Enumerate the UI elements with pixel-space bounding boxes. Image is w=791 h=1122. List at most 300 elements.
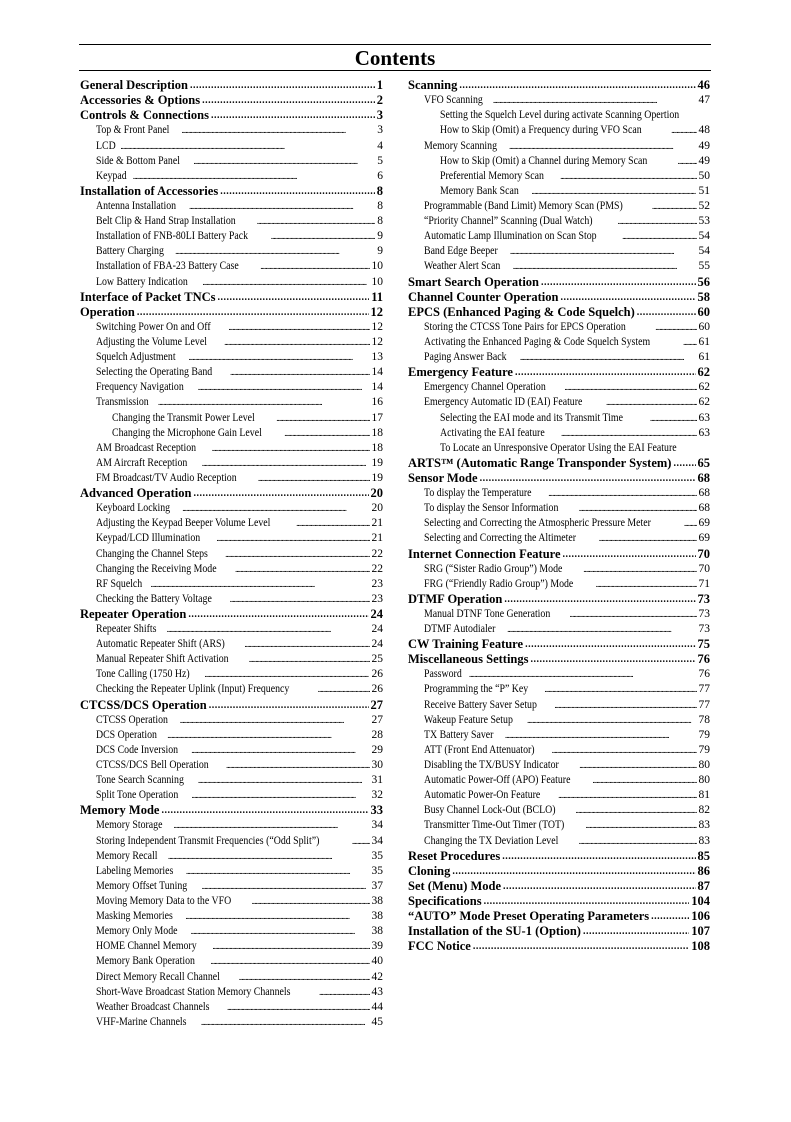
dot-leader <box>480 471 696 486</box>
toc-entry-title: Internet Connection Feature <box>408 546 561 561</box>
toc-entry[interactable] <box>408 350 710 365</box>
dot-leader <box>579 758 696 773</box>
toc-entry[interactable] <box>80 259 383 274</box>
toc-entry[interactable] <box>80 697 383 712</box>
dot-leader <box>175 244 375 259</box>
toc-entry[interactable] <box>408 501 710 516</box>
toc-entry[interactable] <box>80 335 383 350</box>
toc-entry-page: 49 <box>698 154 710 167</box>
toc-entry[interactable] <box>80 879 383 894</box>
dot-leader <box>239 970 370 985</box>
toc-entry-page: 14 <box>371 381 383 394</box>
dot-leader <box>258 471 370 486</box>
toc-entry-page: 53 <box>698 215 710 228</box>
toc-entry-title: Sensor Mode <box>408 470 478 485</box>
toc-entry[interactable] <box>408 154 710 169</box>
toc-entry[interactable] <box>408 259 710 274</box>
toc-entry-title: Activating the EAI feature <box>440 426 545 439</box>
dot-leader <box>515 365 696 380</box>
toc-entry-title: “AUTO” Mode Preset Operating Parameters <box>408 909 650 924</box>
toc-entry-title: Band Edge Beeper <box>424 245 498 258</box>
toc-entry-title: Advanced Operation <box>80 486 192 501</box>
toc-entry-page: 47 <box>698 94 710 107</box>
toc-entry-title: Reset Procedures <box>408 848 501 863</box>
toc-entry-title: Changing the Channel Steps <box>96 547 208 560</box>
toc-entry[interactable] <box>408 305 710 320</box>
toc-entry-page: 107 <box>691 924 710 939</box>
dot-leader <box>191 743 369 758</box>
toc-entry-page: 4 <box>377 139 383 152</box>
dot-leader <box>502 849 695 864</box>
toc-entry[interactable] <box>408 546 710 561</box>
toc-entry-page: 69 <box>698 532 710 545</box>
toc-entry-page: 30 <box>371 759 383 772</box>
toc-entry-page: 34 <box>371 819 383 832</box>
toc-entry[interactable] <box>80 803 383 818</box>
toc-entry[interactable] <box>80 365 383 380</box>
toc-entry[interactable] <box>80 743 383 758</box>
dot-leader <box>599 531 697 546</box>
toc-entry-title: Weather Broadcast Channels <box>96 1000 210 1013</box>
toc-entry-page: 60 <box>698 320 710 333</box>
toc-entry-page: 27 <box>370 697 383 712</box>
dot-leader <box>530 652 695 667</box>
dot-leader <box>459 78 695 93</box>
toc-entry[interactable] <box>80 501 383 516</box>
toc-entry[interactable] <box>80 909 383 924</box>
toc-entry[interactable] <box>80 1015 383 1030</box>
toc-entry[interactable] <box>80 577 383 592</box>
toc-entry[interactable] <box>408 667 710 682</box>
toc-entry[interactable] <box>80 864 383 879</box>
dot-leader <box>650 411 697 426</box>
toc-entry[interactable] <box>80 924 383 939</box>
toc-entry-page: 83 <box>698 819 710 832</box>
dot-leader <box>158 395 370 410</box>
toc-entry-page: 8 <box>377 199 383 212</box>
toc-entry-title: Manual DTNF Tone Generation <box>424 607 551 620</box>
toc-entry-page: 69 <box>698 517 710 530</box>
toc-entry[interactable] <box>408 788 710 803</box>
toc-entry[interactable] <box>80 969 383 984</box>
toc-entry-title: Transmission <box>96 396 149 409</box>
toc-entry-page: 70 <box>698 562 710 575</box>
toc-entry[interactable] <box>80 788 383 803</box>
toc-entry[interactable] <box>80 849 383 864</box>
dot-leader <box>618 214 697 229</box>
dot-leader <box>652 199 697 214</box>
toc-entry[interactable] <box>80 682 383 697</box>
dot-leader <box>452 864 695 879</box>
toc-entry-title: Installation of the SU-1 (Option) <box>408 924 581 939</box>
toc-entry-title: Transmitter Time-Out Timer (TOT) <box>424 819 565 832</box>
toc-entry[interactable] <box>80 1000 383 1015</box>
toc-entry-page: 23 <box>371 577 383 590</box>
toc-entry-title: VFO Scanning <box>424 94 483 107</box>
toc-entry[interactable] <box>408 728 710 743</box>
toc-entry[interactable] <box>408 365 710 380</box>
dot-leader <box>210 954 369 969</box>
toc-entry[interactable] <box>80 426 383 441</box>
toc-entry-page: 54 <box>698 245 710 258</box>
dot-leader <box>220 184 375 199</box>
toc-entry-title: CTCSS/DCS Bell Operation <box>96 759 209 772</box>
toc-entry-title: Automatic Power-On Feature <box>424 789 541 802</box>
dot-leader <box>541 275 695 290</box>
dot-leader <box>211 108 375 123</box>
toc-entry-page: 58 <box>697 289 710 304</box>
dot-leader <box>352 834 370 849</box>
toc-entry-title: Manual Repeater Shift Activation <box>96 653 229 666</box>
toc-entry-page: 56 <box>697 274 710 289</box>
toc-entry[interactable] <box>80 652 383 667</box>
page-title: Contents <box>354 46 436 70</box>
toc-entry[interactable] <box>80 274 383 289</box>
toc-entry-title: Emergency Automatic ID (EAI) Feature <box>424 396 583 409</box>
toc-entry[interactable] <box>408 622 710 637</box>
toc-entry[interactable] <box>408 244 710 259</box>
toc-entry[interactable] <box>408 456 710 471</box>
toc-entry[interactable] <box>408 516 710 531</box>
toc-entry[interactable] <box>80 199 383 214</box>
toc-entry[interactable] <box>408 214 710 229</box>
toc-entry-page: 42 <box>371 970 383 983</box>
toc-entry-page: 21 <box>371 532 383 545</box>
toc-entry[interactable] <box>408 93 710 108</box>
toc-entry-title: CTCSS Operation <box>96 713 168 726</box>
toc-entry[interactable] <box>408 864 710 879</box>
toc-entry-title: Adjusting the Keypad Beeper Volume Level <box>96 517 271 530</box>
dot-leader <box>224 335 369 350</box>
dot-leader <box>583 562 696 577</box>
toc-entry[interactable] <box>80 169 383 184</box>
toc-entry[interactable] <box>408 849 710 864</box>
toc-entry-page: 25 <box>371 653 383 666</box>
toc-entry[interactable] <box>80 410 383 425</box>
toc-right-column <box>408 78 710 954</box>
dot-leader <box>204 667 369 682</box>
toc-entry[interactable] <box>408 380 710 395</box>
dot-leader <box>209 698 369 713</box>
toc-entry[interactable] <box>408 682 710 697</box>
toc-entry[interactable] <box>80 818 383 833</box>
toc-entry-page: 83 <box>698 834 710 847</box>
toc-entry[interactable] <box>408 78 710 93</box>
toc-entry-title: To display the Sensor Information <box>424 502 559 515</box>
toc-entry-page: 82 <box>698 804 710 817</box>
toc-entry[interactable] <box>408 924 710 939</box>
toc-entry-title: Changing the Transmit Power Level <box>112 411 255 424</box>
dot-leader <box>230 365 369 380</box>
toc-entry-title: Checking the Repeater Uplink (Input) Frequency <box>96 683 290 696</box>
toc-entry-page: 79 <box>698 728 710 741</box>
dot-leader <box>252 894 370 909</box>
toc-entry-page: 48 <box>698 124 710 137</box>
dot-leader <box>191 788 369 803</box>
toc-entry-title: Top & Front Panel <box>96 124 170 137</box>
toc-entry[interactable] <box>408 743 710 758</box>
toc-entry[interactable] <box>408 758 710 773</box>
toc-entry[interactable] <box>80 441 383 456</box>
toc-entry-page: 23 <box>371 592 383 605</box>
toc-left-column <box>80 78 383 1030</box>
toc-entry-title: Masking Memories <box>96 910 173 923</box>
toc-entry-title: Set (Menu) Mode <box>408 878 502 893</box>
dot-leader <box>181 123 375 138</box>
toc-entry[interactable] <box>80 728 383 743</box>
toc-entry[interactable] <box>80 773 383 788</box>
toc-entry-page: 68 <box>698 502 710 515</box>
toc-entry[interactable] <box>408 637 710 652</box>
toc-entry-title: ATT (Front End Attenuator) <box>424 743 535 756</box>
toc-entry[interactable] <box>80 562 383 577</box>
dot-leader <box>473 939 689 954</box>
toc-entry-page: 19 <box>371 456 383 469</box>
toc-entry[interactable] <box>408 803 710 818</box>
toc-entry-page: 38 <box>371 910 383 923</box>
dot-leader <box>188 350 369 365</box>
dot-leader <box>193 154 375 169</box>
toc-entry[interactable] <box>80 78 383 93</box>
toc-entry[interactable] <box>408 818 710 833</box>
toc-entry[interactable] <box>408 471 710 486</box>
toc-entry-title: Memory Only Mode <box>96 925 178 938</box>
toc-entry[interactable] <box>408 577 710 592</box>
toc-entry-title: DCS Operation <box>96 728 157 741</box>
toc-entry-title: Operation <box>80 304 135 319</box>
toc-entry[interactable] <box>80 637 383 652</box>
dot-leader <box>552 743 697 758</box>
toc-entry[interactable] <box>408 607 710 622</box>
toc-entry[interactable] <box>408 123 710 138</box>
toc-entry-title: Selecting the Operating Band <box>96 366 213 379</box>
toc-entry[interactable] <box>80 713 383 728</box>
toc-entry-page: 60 <box>697 304 710 319</box>
dot-leader <box>276 411 369 426</box>
toc-entry[interactable] <box>408 652 710 667</box>
toc-entry[interactable] <box>408 320 710 335</box>
toc-entry-title: Repeater Operation <box>80 606 187 621</box>
toc-entry-title: Cloning <box>408 863 451 878</box>
toc-entry[interactable] <box>80 244 383 259</box>
dot-leader <box>318 682 370 697</box>
toc-entry-title: Memory Storage <box>96 819 163 832</box>
toc-entry[interactable] <box>80 138 383 153</box>
toc-entry-page: 77 <box>698 698 710 711</box>
toc-entry[interactable] <box>80 622 383 637</box>
toc-entry[interactable] <box>408 184 710 199</box>
toc-entry-page: 106 <box>691 909 710 924</box>
toc-entry[interactable] <box>408 879 710 894</box>
toc-entry[interactable] <box>408 486 710 501</box>
toc-entry-page: 31 <box>371 774 383 787</box>
toc-entry-title: Installation of Accessories <box>80 183 219 198</box>
toc-entry[interactable] <box>80 833 383 848</box>
toc-entry-page: 5 <box>377 154 383 167</box>
dot-leader <box>271 229 375 244</box>
toc-entry-page: 62 <box>698 396 710 409</box>
toc-entry-title: ARTS™ (Automatic Range Transponder System) <box>408 455 672 470</box>
dot-leader <box>188 607 368 622</box>
toc-entry[interactable] <box>408 199 710 214</box>
toc-entry[interactable] <box>80 894 383 909</box>
toc-entry-title: FCC Notice <box>408 939 471 954</box>
toc-entry[interactable] <box>408 108 710 123</box>
toc-entry-page: 73 <box>697 591 710 606</box>
toc-entry[interactable] <box>408 713 710 728</box>
toc-entry[interactable] <box>408 274 710 289</box>
dot-leader <box>186 864 370 879</box>
dot-leader <box>592 773 696 788</box>
toc-entry[interactable] <box>80 380 383 395</box>
toc-entry-title: Receive Battery Saver Setup <box>424 698 537 711</box>
toc-entry-title: Preferential Memory Scan <box>440 169 544 182</box>
toc-entry[interactable] <box>80 667 383 682</box>
dot-leader <box>202 456 370 471</box>
dot-leader <box>548 486 696 501</box>
toc-entry-page: 39 <box>371 940 383 953</box>
dot-leader <box>579 834 697 849</box>
toc-entry-title: Direct Memory Recall Channel <box>96 970 220 983</box>
toc-entry-title: CTCSS/DCS Operation <box>80 697 207 712</box>
toc-entry[interactable] <box>80 486 383 501</box>
toc-entry[interactable] <box>80 320 383 335</box>
toc-entry[interactable] <box>80 758 383 773</box>
toc-entry[interactable] <box>408 441 710 456</box>
toc-entry-page: 9 <box>377 245 383 258</box>
toc-entry-title: Automatic Repeater Shift (ARS) <box>96 638 225 651</box>
toc-entry[interactable] <box>80 531 383 546</box>
toc-entry[interactable] <box>80 592 383 607</box>
toc-entry[interactable] <box>80 123 383 138</box>
dot-leader <box>484 894 690 909</box>
toc-entry[interactable] <box>408 773 710 788</box>
dot-leader <box>507 622 696 637</box>
toc-entry[interactable] <box>80 93 383 108</box>
toc-entry-page: 80 <box>698 759 710 772</box>
toc-entry[interactable] <box>80 184 383 199</box>
toc-entry-page: 38 <box>371 925 383 938</box>
dot-leader <box>503 879 695 894</box>
toc-entry-page: 62 <box>698 381 710 394</box>
toc-entry[interactable] <box>408 138 710 153</box>
toc-entry-page: 80 <box>698 774 710 787</box>
toc-entry-page: 20 <box>371 502 383 515</box>
toc-entry-page: 11 <box>371 289 383 304</box>
dot-leader <box>191 924 370 939</box>
toc-entry-page: 24 <box>370 606 383 621</box>
toc-entry-page: 19 <box>371 471 383 484</box>
toc-entry[interactable] <box>408 894 710 909</box>
dot-leader <box>560 290 695 305</box>
toc-entry[interactable] <box>80 516 383 531</box>
toc-entry[interactable] <box>80 305 383 320</box>
toc-entry-title: Specifications <box>408 894 482 909</box>
dot-leader <box>202 275 369 290</box>
toc-entry[interactable] <box>80 214 383 229</box>
toc-entry-page: 33 <box>370 803 383 818</box>
toc-entry-page: 61 <box>698 351 710 364</box>
toc-entry[interactable] <box>408 697 710 712</box>
toc-entry[interactable] <box>80 471 383 486</box>
toc-entry-title: Keyboard Locking <box>96 502 171 515</box>
toc-entry-title: Memory Mode <box>80 803 160 818</box>
dot-leader <box>230 592 370 607</box>
toc-entry[interactable] <box>408 909 710 924</box>
toc-entry[interactable] <box>408 562 710 577</box>
toc-entry-page: 20 <box>370 486 383 501</box>
toc-entry[interactable] <box>80 607 383 622</box>
toc-entry[interactable] <box>408 229 710 244</box>
toc-entry[interactable] <box>408 426 710 441</box>
dot-leader <box>167 728 369 743</box>
toc-entry-title: Installation of FBA-23 Battery Case <box>96 260 239 273</box>
toc-entry-page: 104 <box>691 894 710 909</box>
dot-leader <box>212 441 370 456</box>
toc-entry-page: 24 <box>371 623 383 636</box>
toc-entry-page: 3 <box>377 124 383 137</box>
toc-entry[interactable] <box>80 290 383 305</box>
toc-entry-title: Automatic Lamp Illumination on Scan Stop <box>424 230 597 243</box>
toc-entry[interactable] <box>408 169 710 184</box>
dot-leader <box>257 214 375 229</box>
toc-entry[interactable] <box>80 395 383 410</box>
toc-entry[interactable] <box>408 592 710 607</box>
toc-entry[interactable] <box>408 335 710 350</box>
toc-entry-title: Selecting the EAI mode and its Transmit Time <box>440 411 623 424</box>
toc-entry[interactable] <box>80 229 383 244</box>
toc-entry-title: Side & Bottom Panel <box>96 154 180 167</box>
toc-entry[interactable] <box>80 154 383 169</box>
toc-entry-page: 108 <box>691 939 710 954</box>
toc-entry-title: To display the Temperature <box>424 487 532 500</box>
toc-entry-page: 68 <box>697 470 710 485</box>
toc-entry-page: 43 <box>371 985 383 998</box>
dot-leader <box>226 758 369 773</box>
dot-leader <box>168 849 370 864</box>
toc-entry[interactable] <box>408 833 710 848</box>
toc-entry[interactable] <box>80 939 383 954</box>
toc-entry[interactable] <box>408 531 710 546</box>
toc-entry[interactable] <box>408 290 710 305</box>
toc-entry-title: Memory Bank Operation <box>96 955 195 968</box>
toc-entry[interactable] <box>408 395 710 410</box>
toc-entry-page: 52 <box>698 199 710 212</box>
toc-entry[interactable] <box>80 108 383 123</box>
dot-leader <box>525 637 695 652</box>
dot-leader <box>544 682 696 697</box>
toc-entry-page: 18 <box>371 426 383 439</box>
dot-leader <box>569 607 696 622</box>
dot-leader <box>202 93 375 108</box>
toc-entry[interactable] <box>408 410 710 425</box>
toc-entry[interactable] <box>80 350 383 365</box>
toc-entry-page: 8 <box>376 183 383 198</box>
toc-entry-title: Setting the Squelch Level during activate Scanning Opertion <box>440 109 680 122</box>
toc-entry[interactable] <box>80 954 383 969</box>
toc-entry[interactable] <box>80 985 383 1000</box>
toc-entry[interactable] <box>80 546 383 561</box>
toc-entry[interactable] <box>80 456 383 471</box>
dot-leader <box>185 909 369 924</box>
toc-entry[interactable] <box>408 939 710 954</box>
dot-leader <box>622 229 696 244</box>
dot-leader <box>561 426 697 441</box>
toc-entry-page: 45 <box>371 1015 383 1028</box>
dot-leader <box>174 818 370 833</box>
toc-entry-title: Storing Independent Transmit Frequencies (“Odd Split”) <box>96 834 320 847</box>
dot-leader <box>520 350 697 365</box>
